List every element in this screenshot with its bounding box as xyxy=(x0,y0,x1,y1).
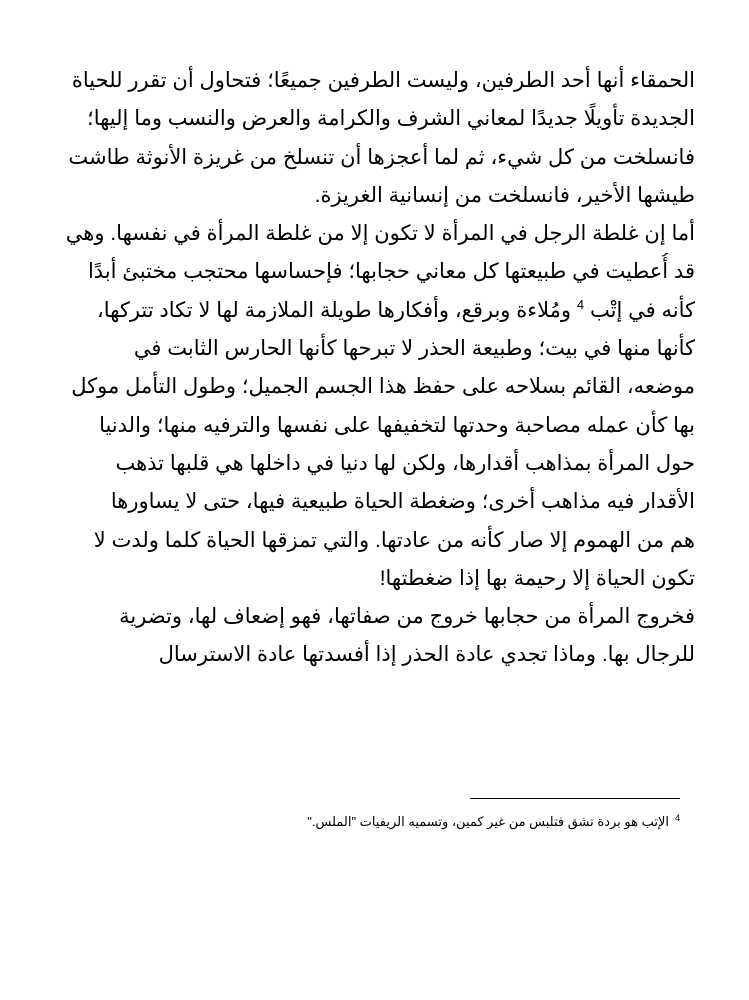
text-line: تكون الحياة إلا رحيمة بها إذا ضغطتها! xyxy=(379,566,695,590)
text-line: فخروج المرأة من حجابها خروج من صفاتها، فهو إضعاف لها، وتضرية xyxy=(119,605,695,629)
footnote-reference[interactable]: 4 xyxy=(576,296,585,312)
text-segment: ومُلاءة وبرقع، وأفكارها طويلة الملازمة لها لا تكاد تتركها، xyxy=(96,298,577,322)
body-text xyxy=(58,62,695,675)
text-line: الأقدار فيه مذاهب أخرى؛ وضغطة الحياة طبيعية فيها، حتى لا يساورها xyxy=(110,490,695,514)
text-line: أما إن غلطة الرجل في المرأة لا تكون إلا من غلطة المرأة في نفسها. وهي xyxy=(65,222,695,246)
text-line: هم من الهموم إلا صار كأنه من عادتها. والتي تمزقها الحياة كلما ولدت لا xyxy=(93,528,695,552)
text-line: موضعه، القائم بسلاحه على حفظ هذا الجسم الجميل؛ وطول التأمل موكل xyxy=(71,375,695,399)
text-line xyxy=(58,292,695,330)
text-line: كأنها منها في بيت؛ وطبيعة الحذر لا تبرحها كأنها الحارس الثابت في xyxy=(133,337,695,361)
text-line: حول المرأة بمذاهب أقدارها، ولكن لها دنيا في داخلها هي قلبها تذهب xyxy=(115,451,695,475)
footnote-number: 4 xyxy=(674,813,680,823)
text-line: الحمقاء أنها أحد الطرفين، وليست الطرفين جميعًا؛ فتحاول أن تقرر للحياة xyxy=(71,69,695,92)
text-line: فانسلخت من كل شيء، ثم لما أعجزها أن تنسلخ من غريزة الأنوثة طاشت xyxy=(68,145,695,169)
text-line: قد أُعطيت في طبيعتها كل معاني حجابها؛ فإحساسها محتجب مختبئ أبدًا xyxy=(87,260,695,284)
footnote xyxy=(100,808,680,832)
text-line: الجديدة تأويلًا جديدًا لمعاني الشرف والكرامة والعرض والنسب وما إليها؛ xyxy=(87,107,695,131)
text-line: بها كأن عمله مصاحبة وحدتها لتخفيفها على نفسها والترفيه منها؛ والدنيا xyxy=(99,413,695,437)
text-segment: كأنه في إتْب xyxy=(589,298,695,322)
footnote-divider xyxy=(470,798,680,799)
text-line: للرجال بها. وماذا تجدي عادة الحذر إذا أفسدتها عادة الاسترسال xyxy=(158,643,695,667)
footnote-text: الإتب هو بردة تشق فتلبس من غير كمين، وتسميه الريفيات "الملس." xyxy=(307,814,669,829)
text-line: طيشها الأخير، فانسلخت من إنسانية الغريزة. xyxy=(314,183,695,207)
